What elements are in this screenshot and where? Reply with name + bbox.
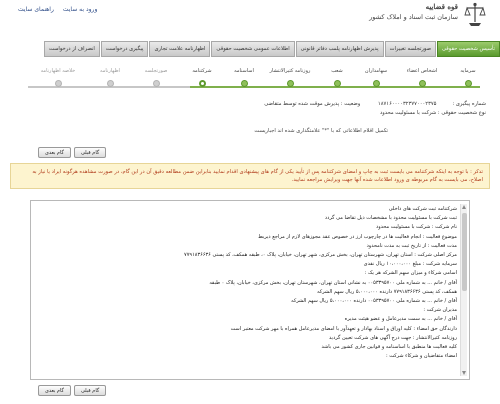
step-members[interactable]: اشخاص اعضاء bbox=[400, 68, 444, 87]
tab-ledger-declaration[interactable]: پذیرش اظهارنامه پلمب دفاتر قانونی bbox=[296, 41, 384, 57]
required-fields-hint: تکمیل اقلام اطلاعاتی که با "*" علامتگذاری شده اند اجباریست bbox=[254, 128, 388, 134]
charter-line: مدت فعالیت : از تاریخ ثبت به مدت نامحدود bbox=[366, 242, 457, 249]
step-newspaper[interactable]: روزنامه کثیرالانتشار bbox=[268, 68, 312, 87]
charter-line: کلیه فعالیت ها منطبق با اساسنامه و قوانین جاری کشور می باشد bbox=[321, 344, 457, 351]
tracking-value: ۱۸۷۱۶۰۰۰۰۳۲۳۷۷۰۰۰۲۳۷۵ bbox=[377, 101, 437, 107]
step-minutes[interactable]: صورتجلسه bbox=[134, 68, 178, 87]
entity-type: نوع شخصیت حقوقی : شرکت با مسئولیت محدود bbox=[379, 110, 486, 116]
step-company-charter[interactable]: شرکتنامه bbox=[180, 68, 224, 87]
request-info bbox=[126, 100, 486, 118]
login-link[interactable]: ورود به سایت bbox=[62, 6, 98, 13]
charter-line: همکف، کد پستی ۷۷۹۱۸۳۶۶۳۶ دارنده ۵،۰۰۰،۰۰۰ ریال سهم الشرکه bbox=[317, 288, 457, 295]
prev-step-button-bottom[interactable]: گام قبلی bbox=[74, 385, 106, 396]
charter-preview bbox=[30, 200, 470, 380]
charter-text bbox=[39, 205, 457, 375]
step-declaration-summary[interactable]: خلاصه اظهارنامه bbox=[36, 68, 80, 87]
charter-line: آقای / خانم ... به شماره ملی ۰۰۵۳۳۹۵۷۰۰ به نشانی استان تهران، شهرستان تهران، بخش مرکزی، خیابان، پلاک ۰ طبقه bbox=[209, 279, 457, 286]
org-title: قوه قضاییه bbox=[425, 2, 458, 11]
tab-trademark-declaration[interactable]: اظهارنامه علامت تجاری bbox=[149, 41, 210, 57]
warning-notice: تذکر : با توجه به اینکه شرکتنامه می بایست ثبت به چاپ و امضای شرکتنامه پس از تأیید یکی از گام های پیشنهادی اقدام نمایید بنابراین ضمن مطالعه دقیق آن در این گام، در صورت مشاهده هرگونه ایراد یا نیاز به اصلاح، می بایست به گام مربوطه ی ورود اطلاعات شده آنها جهت ویرایش مراجعه نمایید. bbox=[10, 163, 490, 189]
site-header bbox=[0, 0, 500, 40]
tab-cancel-request[interactable]: انصراف از درخواست bbox=[44, 41, 100, 57]
charter-line: سرمایه شرکت : مبلغ ۱۰،۰۰۰،۰۰۰ ریال نقدی bbox=[363, 261, 457, 268]
charter-line: آقای / خانم ... به سمت مدیرعامل و عضو هیئت مدیره bbox=[344, 316, 457, 323]
scroll-up-arrow-icon[interactable] bbox=[462, 205, 466, 209]
scroll-down-arrow-icon[interactable] bbox=[462, 371, 466, 375]
charter-line: روزنامه کثیرالانتشار : جهت درج آگهی های شرکت تعیین گردید bbox=[329, 334, 457, 341]
step-shareholders[interactable]: سهامداران bbox=[354, 68, 398, 87]
step-dot bbox=[153, 80, 160, 87]
next-step-button[interactable]: گام بعدی bbox=[38, 147, 71, 158]
step-dot bbox=[241, 80, 248, 87]
help-link[interactable]: راهنمای سایت bbox=[18, 6, 54, 13]
tracking-label: شماره پیگیری : bbox=[452, 101, 486, 107]
step-capital[interactable]: سرمایه bbox=[446, 68, 490, 87]
step-dot bbox=[107, 80, 114, 87]
bottom-button-row bbox=[38, 385, 118, 396]
charter-line: نام شرکت : شرکت با مسئولیت محدود bbox=[376, 224, 457, 231]
tab-entity-public-info[interactable]: اطلاعات عمومی شخصیت حقوقی bbox=[211, 41, 294, 57]
charter-line: اسامی شرکاء و میزان سهم الشرکه هر یک : bbox=[364, 270, 457, 277]
step-dot bbox=[199, 80, 206, 87]
step-dot bbox=[373, 80, 380, 87]
next-step-button-bottom[interactable]: گام بعدی bbox=[38, 385, 71, 396]
step-declaration[interactable]: اظهارنامه bbox=[88, 68, 132, 87]
charter-line: مدیران شرکت : bbox=[423, 307, 457, 314]
main-nav bbox=[48, 41, 500, 57]
charter-line: موضوع فعالیت : انجام فعالیت ها در چارچوب ارز در خصوص عقد مجوزهای لازم از مراجع ذیربط bbox=[258, 233, 457, 240]
wizard-steps bbox=[0, 62, 500, 96]
step-branches[interactable]: شعب bbox=[315, 68, 359, 87]
logo-text bbox=[369, 2, 458, 21]
charter-scrollbar[interactable] bbox=[460, 204, 467, 376]
charter-line: شرکتنامه ثبت شرکت های داخلی bbox=[388, 206, 457, 212]
step-dot bbox=[55, 80, 62, 87]
site-logo[interactable] bbox=[369, 2, 486, 28]
org-subtitle: سازمان ثبت اسناد و املاک کشور bbox=[369, 13, 458, 21]
charter-line: آقای / خانم ... به شماره ملی ۰۰۵۳۳۹۵۷۰۰ دارنده ۵،۰۰۰،۰۰۰ ریال سهم الشرکه bbox=[291, 298, 457, 305]
top-links bbox=[18, 6, 97, 13]
tab-change-minutes[interactable]: صورتجلسه تغییرات bbox=[385, 41, 436, 57]
info-row-tracking bbox=[126, 100, 486, 109]
step-dot bbox=[419, 80, 426, 87]
status-label: وضعیت : پذیرش موقت شده توسط متقاضی bbox=[264, 101, 361, 107]
step-articles[interactable]: اساسنامه bbox=[222, 68, 266, 87]
prev-step-button[interactable]: گام قبلی bbox=[74, 147, 106, 158]
step-dot bbox=[465, 80, 472, 87]
top-button-row bbox=[38, 147, 118, 158]
step-dot bbox=[334, 80, 341, 87]
step-dot bbox=[287, 80, 294, 87]
scroll-thumb[interactable] bbox=[462, 213, 467, 291]
charter-line: مرکز اصلی شرکت : استان تهران، شهرستان تهران، بخش مرکزی، شهر تهران، خیابان، پلاک ۰، طبقه همکف، کد پستی ۷۷۹۱۸۳۶۶۳۶ bbox=[184, 252, 457, 259]
tab-establish-entity[interactable]: تأسیس شخصیت حقوقی bbox=[437, 41, 500, 57]
charter-line: امضاء متقاضیان و شرکاء شرکت : bbox=[386, 353, 457, 360]
charter-line: دارندگان حق امضاء : کلیه اوراق و اسناد بهادار و تعهدآور با امضای مدیرعامل همراه با مهر شرکت معتبر است bbox=[230, 325, 457, 332]
charter-line: ثبت شرکت با مسئولیت محدود با مشخصات ذیل تقاضا می گردد bbox=[324, 215, 457, 222]
tab-track-request[interactable]: پیگیری درخواست bbox=[101, 41, 149, 57]
judiciary-emblem-icon bbox=[464, 2, 486, 28]
